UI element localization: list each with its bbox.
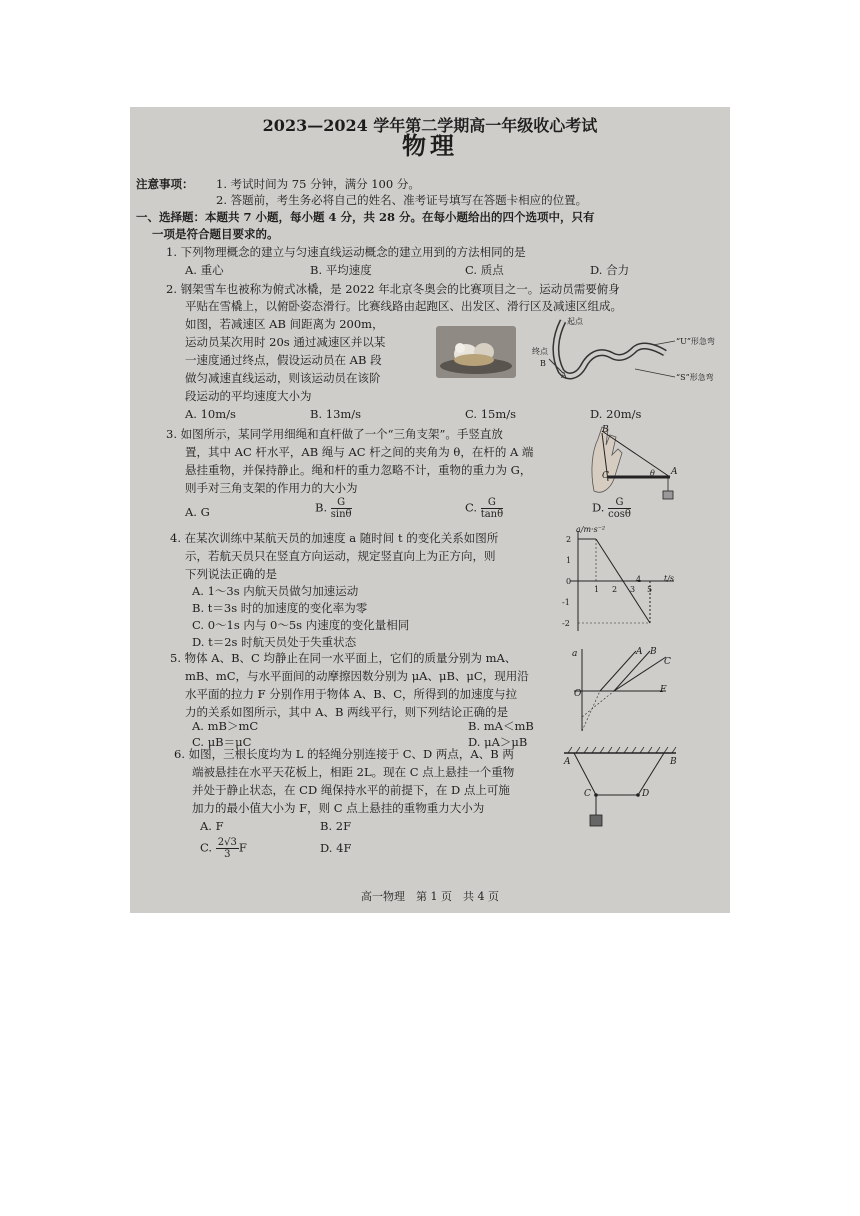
rope-label-d: D — [642, 789, 650, 799]
exam-paper-photo — [130, 107, 730, 913]
triangle-label-b: B — [602, 425, 609, 435]
skeleton-sled-photo — [436, 326, 516, 378]
notes-line-2: 2. 答题前，考生务必将自己的姓名、准考证号填写在答题卡相应的位置。 — [216, 193, 588, 207]
af-label-a: A — [636, 647, 643, 657]
q1-option-c: C. 质点 — [465, 263, 504, 277]
track-label-finish: 终点 — [532, 347, 548, 356]
track-label-s-turn: “S”形急弯 — [676, 373, 714, 382]
q3-option-d-fraction — [608, 497, 631, 520]
graph-y-tick-1: 1 — [566, 556, 572, 565]
rope-label-c: C — [584, 789, 591, 799]
q3-option-d-numerator: G — [608, 497, 631, 509]
q2-line-7: 段运动的平均速度大小为 — [185, 389, 312, 403]
section-heading-line-1: 一、选择题：本题共 7 小题，每小题 4 分，共 28 分。在每小题给出的四个选项中，只有 — [136, 210, 595, 224]
exam-title: 2023—2024 学年第二学期高一年级收心考试 — [262, 116, 598, 135]
q5-line-4: 力的关系如图所示，其中 A、B 两线平行，则下列结论正确的是 — [185, 705, 509, 719]
q2-line-6: 做匀减速直线运动，则该运动员在该阶 — [185, 371, 381, 385]
track-label-b: B — [540, 359, 546, 368]
af-line-a — [600, 651, 636, 691]
q6-option-a: A. F — [200, 819, 224, 833]
af-ext-a — [582, 691, 600, 731]
af-label-a-axis: a — [572, 649, 578, 659]
q4-option-b: B. t＝3s 时的加速度的变化率为零 — [192, 601, 368, 615]
q6-option-c-suffix: F — [238, 840, 247, 855]
q4-option-a: A. 1～3s 内航天员做匀加速运动 — [192, 584, 359, 598]
q2-line-1: 2. 钢架雪车也被称为俯式冰橇，是 2022 年北京冬奥会的比赛项目之一。运动员需要俯身 — [166, 282, 620, 296]
q3-option-c-fraction — [481, 497, 503, 520]
q3-option-c-prefix: C. — [465, 500, 478, 515]
q1-option-d: D. 合力 — [590, 263, 630, 277]
graph-x-tick-2: 2 — [612, 585, 618, 594]
graph-y-tick-neg1: -1 — [562, 598, 570, 607]
q4-line-1: 4. 在某次训练中某航天员的加速度 a 随时间 t 的变化关系如图所 — [170, 531, 499, 545]
graph-x-label: t/s — [664, 574, 675, 583]
q1-stem: 1. 下列物理概念的建立与匀速直线运动概念的建立用到的方法相同的是 — [166, 245, 526, 259]
q2-option-c: C. 15m/s — [465, 407, 517, 421]
af-label-f: F — [660, 685, 667, 695]
q3-option-d-prefix: D. — [592, 500, 605, 515]
af-ext-c — [582, 691, 614, 717]
q3-option-d-denominator: cosθ — [608, 509, 631, 520]
q3-option-c-numerator: G — [481, 497, 503, 509]
q6-line-2: 端被悬挂在水平天花板上，相距 2L。现在 C 点上悬挂一个重物 — [192, 765, 515, 779]
triangle-label-c: C — [602, 471, 609, 481]
q2-option-d: D. 20m/s — [590, 407, 642, 421]
q3-option-c-denominator: tanθ — [480, 509, 504, 520]
af-label-c: C — [664, 657, 671, 667]
q2-line-5: 一速度通过终点，假设运动员在 AB 段 — [185, 353, 382, 367]
track-label-a: A — [561, 371, 567, 380]
q5-line-3: 水平面的拉力 F 分别作用于物体 A、B、C，所得到的加速度与拉 — [185, 687, 517, 701]
q2-line-3: 如图，若减速区 AB 间距离为 200m， — [185, 317, 384, 331]
q6-option-c-fraction — [216, 837, 239, 860]
q3-option-b-numerator: G — [331, 497, 352, 509]
q3-line-1: 3. 如图所示，某同学用细绳和直杆做了一个“三角支架”。手竖直放 — [166, 427, 503, 441]
q2-line-2: 平贴在雪橇上，以俯卧姿态滑行。比赛线路由起跑区、出发区、滑行区及减速区组成。 — [185, 299, 622, 313]
triangle-support-figure — [588, 421, 730, 501]
q2-line-4: 运动员某次用时 20s 通过减速区并以某 — [185, 335, 386, 349]
q4-line-3: 下列说法正确的是 — [185, 567, 277, 581]
q5-line-1: 5. 物体 A、B、C 均静止在同一水平面上，它们的质量分别为 mA、 — [170, 651, 517, 665]
q4-line-2: 示，若航天员只在竖直方向运动，规定竖直向上为正方向，则 — [185, 549, 496, 563]
graph-x-tick-4: 4 — [636, 575, 642, 584]
q3-option-d — [592, 497, 631, 520]
graph-x-tick-3: 3 — [630, 585, 636, 594]
subject-title: 物理 — [402, 131, 458, 160]
graph-y-tick-0: 0 — [566, 577, 572, 586]
q5-option-c: C. μB＝μC — [192, 735, 252, 749]
rope-label-b: B — [670, 757, 677, 767]
af-label-o: O — [574, 689, 582, 699]
triangle-label-theta: θ — [650, 469, 655, 478]
q6-option-c-numerator: 2√3 — [217, 837, 237, 848]
q5-option-a: A. mB＞mC — [192, 719, 259, 733]
triangle-label-a: A — [671, 467, 678, 477]
q3-option-b-fraction — [331, 497, 352, 520]
rope-label-a: A — [564, 757, 571, 767]
q6-option-c-denominator: 3 — [224, 849, 231, 860]
graph-x-tick-5: 5 — [647, 585, 653, 594]
notes-label: 注意事项： — [136, 177, 194, 191]
graph-x-tick-1: 1 — [594, 585, 600, 594]
graph-y-tick-2: 2 — [566, 535, 572, 544]
q2-option-a: A. 10m/s — [185, 407, 236, 421]
q5-option-b: B. mA＜mB — [468, 719, 534, 733]
q6-line-3: 并处于静止状态，在 CD 绳保持水平的前提下，在 D 点上可施 — [192, 783, 510, 797]
q3-option-b — [315, 497, 352, 520]
q3-line-2: 置，其中 AC 杆水平，AB 绳与 AC 杆之间的夹角为 θ，在杆的 A 端 — [185, 445, 534, 459]
q6-line-4: 加力的最小值大小为 F，则 C 点上悬挂的重物重力大小为 — [192, 801, 485, 815]
q6-option-b: B. 2F — [320, 819, 352, 833]
q6-option-c — [200, 837, 247, 860]
track-label-u-turn: “U”形急弯 — [676, 337, 715, 346]
q6-option-c-prefix: C. — [200, 840, 213, 855]
q5-option-d: D. μA＞μB — [468, 735, 528, 749]
graph-segment-0-1 — [578, 539, 596, 581]
graph-y-tick-neg2: -2 — [562, 619, 570, 628]
q3-line-3: 悬挂重物，并保持静止。绳和杆的重力忽略不计，重物的重力为 G， — [185, 463, 532, 477]
q6-option-d: D. 4F — [320, 841, 352, 855]
q6-line-1: 6. 如图，三根长度均为 L 的轻绳分别连接于 C、D 两点，A、B 两 — [174, 747, 514, 761]
q3-option-a: A. G — [185, 505, 210, 519]
q4-option-c: C. 0～1s 内与 0～5s 内速度的变化量相同 — [192, 618, 410, 632]
q3-option-b-prefix: B. — [315, 500, 328, 515]
notes-line-1: 1. 考试时间为 75 分钟，满分 100 分。 — [216, 177, 420, 191]
q3-option-c — [465, 497, 503, 520]
rope-ceiling-figure — [560, 743, 680, 829]
q3-line-4: 则手对三角支架的作用力的大小为 — [185, 481, 358, 495]
q2-option-b: B. 13m/s — [310, 407, 362, 421]
q4-option-d: D. t＝2s 时航天员处于失重状态 — [192, 635, 357, 649]
q5-line-2: mB、mC，与水平面间的动摩擦因数分别为 μA、μB、μC，现用沿 — [185, 669, 529, 683]
q1-option-b: B. 平均速度 — [310, 263, 372, 277]
q3-option-b-denominator: sinθ — [330, 509, 352, 520]
page-footer: 高一物理 第 1 页 共 4 页 — [361, 890, 499, 903]
af-label-b: B — [650, 647, 657, 657]
graph-y-label: a/m·s⁻² — [576, 525, 606, 534]
track-label-start: 起点 — [567, 317, 583, 326]
section-heading-line-2: 一项是符合题目要求的。 — [152, 227, 279, 241]
q1-option-a: A. 重心 — [185, 263, 224, 277]
